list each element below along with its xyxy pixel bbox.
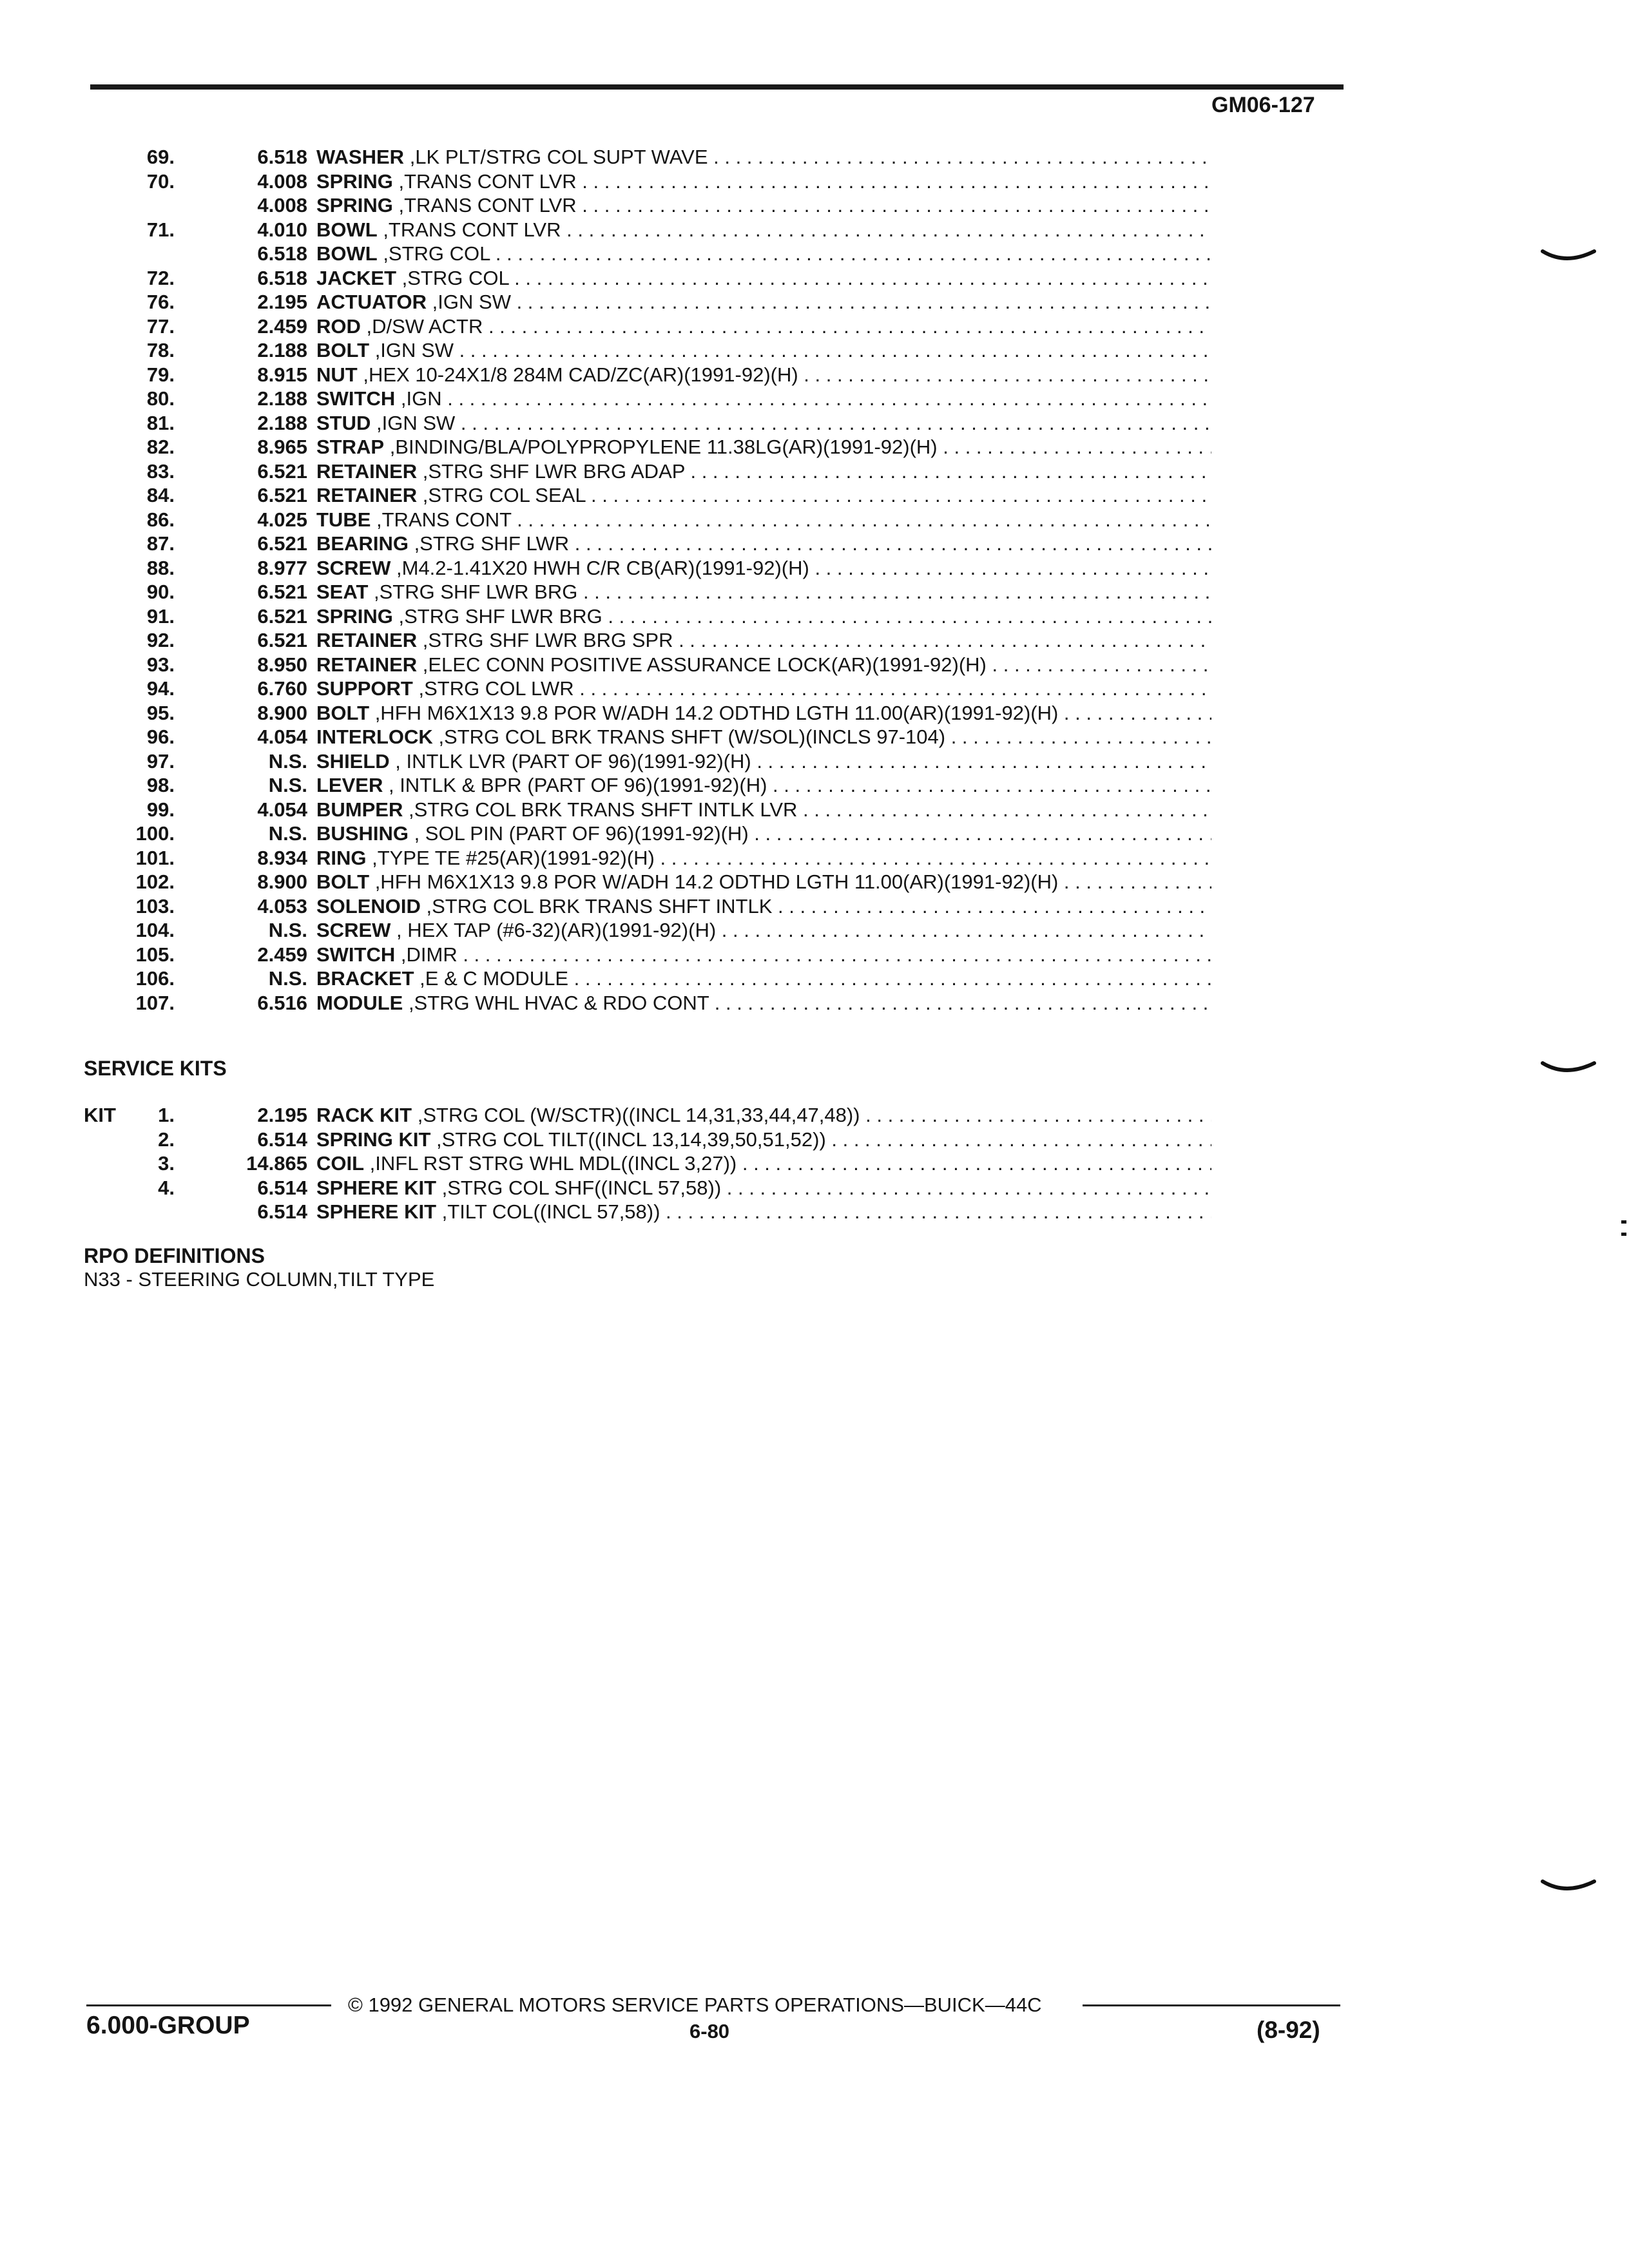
group-number: N.S.	[268, 967, 307, 990]
part-detail: ,STRG SHF LWR	[408, 532, 570, 555]
item-number: 88.	[146, 556, 175, 579]
part-name: BUSHING	[316, 822, 409, 845]
part-detail: ,TRANS CONT LVR	[392, 169, 577, 193]
part-detail: ,DIMR	[395, 943, 458, 966]
part-description	[307, 870, 1211, 894]
item-number: 100.	[135, 822, 175, 845]
item-number: 79.	[146, 363, 175, 386]
part-description	[307, 483, 1211, 507]
part-name: MODULE	[316, 991, 403, 1014]
parts-row	[90, 290, 1211, 314]
item-number: 72.	[146, 266, 175, 289]
parts-row	[90, 338, 1211, 363]
group-number: 4.054	[257, 798, 307, 821]
part-name: RETAINER	[316, 629, 418, 651]
part-name: RETAINER	[316, 653, 418, 676]
group-number: N.S.	[268, 774, 307, 796]
group-number: 6.514	[257, 1200, 307, 1223]
part-description	[307, 798, 1211, 822]
part-description	[307, 1151, 1211, 1175]
part-name: SPHERE KIT	[316, 1176, 437, 1199]
part-name: WASHER	[316, 146, 405, 168]
parts-list	[90, 145, 1211, 1015]
part-name: RING	[316, 846, 367, 869]
part-detail: ,HEX 10-24X1/8 284M CAD/ZC(AR)(1991-92)(H)	[357, 363, 798, 386]
group-number: 4.054	[257, 726, 307, 748]
part-description	[307, 677, 1211, 700]
part-detail: , HEX TAP (#6-32)(AR)(1991-92)(H)	[390, 919, 717, 941]
item-number: 76.	[146, 291, 175, 313]
part-detail: ,E & C MODULE	[414, 967, 568, 990]
part-detail: ,IGN SW	[369, 339, 454, 361]
footer-group: 6.000-GROUP	[86, 2012, 250, 2039]
rpo-definition-n33: N33 - STEERING COLUMN,TILT TYPE	[84, 1268, 435, 1291]
part-detail: , INTLK LVR (PART OF 96)(1991-92)(H)	[389, 749, 751, 773]
parts-row	[90, 846, 1211, 870]
part-detail: ,STRG COL SHF((INCL 57,58))	[436, 1176, 722, 1199]
item-number: 104.	[135, 919, 175, 941]
part-name: STRAP	[316, 436, 385, 458]
group-number: 6.516	[257, 991, 307, 1014]
item-number: 3.	[158, 1152, 175, 1175]
service_kits.items-row	[90, 1176, 1211, 1200]
group-number: 2.459	[257, 314, 307, 338]
part-description	[307, 242, 1211, 265]
group-number: 8.977	[257, 556, 307, 579]
item-number: 1.	[158, 1104, 175, 1126]
part-description	[307, 363, 1211, 387]
parts-row	[90, 387, 1211, 411]
part-detail: ,M4.2-1.41X20 HWH C/R CB(AR)(1991-92)(H)	[390, 556, 809, 579]
parts-row	[90, 363, 1211, 387]
parts-row	[90, 725, 1211, 749]
group-number: N.S.	[268, 919, 307, 941]
parts-row	[90, 145, 1211, 169]
group-number: 6.521	[257, 581, 307, 603]
part-description	[307, 894, 1211, 918]
part-detail: ,STRG SHF LWR BRG SPR	[417, 629, 673, 651]
part-detail: ,D/SW ACTR	[360, 314, 483, 338]
part-description	[307, 1176, 1211, 1200]
parts-row	[90, 169, 1211, 194]
part-description	[307, 1103, 1211, 1127]
part-name: BEARING	[316, 532, 409, 555]
part-description	[307, 532, 1211, 555]
part-description	[307, 725, 1211, 749]
part-detail: ,STRG COL	[396, 266, 509, 289]
parts-row	[90, 218, 1211, 242]
part-detail: ,IGN	[395, 387, 442, 410]
group-number: N.S.	[268, 822, 307, 845]
part-detail: ,IGN SW	[427, 291, 511, 313]
parts-row	[90, 773, 1211, 798]
part-description	[307, 846, 1211, 870]
part-name: SEAT	[316, 581, 369, 603]
group-number: 6.514	[257, 1176, 307, 1199]
parts-row	[90, 653, 1211, 677]
part-name: STUD	[316, 411, 371, 434]
service_kits.items-row	[90, 1200, 1211, 1224]
part-description	[307, 338, 1211, 362]
part-detail: ,STRG COL	[377, 242, 490, 265]
part-description	[307, 169, 1211, 193]
part-description	[307, 1200, 1211, 1224]
parts-row	[90, 242, 1211, 266]
part-description	[307, 822, 1211, 845]
part-detail: ,STRG COL TILT((INCL 13,14,39,50,51,52))	[430, 1128, 826, 1151]
item-number: 91.	[146, 604, 175, 628]
parts-row	[90, 266, 1211, 291]
group-number: 6.514	[257, 1128, 307, 1151]
part-detail: ,IGN SW	[371, 411, 456, 434]
part-name: BRACKET	[316, 967, 414, 990]
group-number: 14.865	[246, 1152, 307, 1175]
part-name: BOLT	[316, 339, 370, 361]
item-number: 81.	[146, 411, 175, 434]
item-number: 96.	[146, 726, 175, 748]
item-number: 71.	[146, 218, 175, 241]
part-description	[307, 145, 1211, 169]
part-detail: , INTLK & BPR (PART OF 96)(1991-92)(H)	[383, 774, 767, 796]
part-description	[307, 387, 1211, 410]
part-detail: ,TRANS CONT LVR	[392, 194, 577, 216]
service_kits.items-row	[90, 1128, 1211, 1152]
part-detail: ,HFH M6X1X13 9.8 POR W/ADH 14.2 ODTHD LGTH 11.00(AR)(1991-92)(H)	[369, 701, 1059, 724]
header-rule	[90, 84, 1344, 90]
part-name: LEVER	[316, 774, 383, 796]
part-description	[307, 411, 1211, 435]
parts-row	[90, 483, 1211, 508]
part-description	[307, 991, 1211, 1015]
part-detail: ,STRG COL BRK TRANS SHFT INTLK	[420, 894, 773, 918]
part-description	[307, 918, 1211, 942]
part-detail: ,HFH M6X1X13 9.8 POR W/ADH 14.2 ODTHD LGTH 11.00(AR)(1991-92)(H)	[369, 870, 1059, 893]
group-number: 2.459	[257, 943, 307, 966]
part-detail: ,LK PLT/STRG COL SUPT WAVE	[404, 146, 708, 168]
item-number: 106.	[135, 967, 175, 990]
part-description	[307, 266, 1211, 290]
item-number: 107.	[135, 991, 175, 1014]
part-name: BOLT	[316, 701, 370, 724]
parts-row	[90, 604, 1211, 629]
item-number: 95.	[146, 701, 175, 724]
part-name: SPHERE KIT	[316, 1200, 437, 1223]
part-detail: ,STRG SHF LWR BRG	[368, 581, 578, 603]
part-detail: ,STRG SHF LWR BRG ADAP	[417, 459, 685, 483]
group-number: 6.521	[257, 604, 307, 628]
parts-row	[90, 870, 1211, 894]
group-number: N.S.	[268, 749, 307, 773]
group-number: 2.188	[257, 339, 307, 361]
part-name: SWITCH	[316, 387, 396, 410]
parts-row	[90, 822, 1211, 846]
parts-row	[90, 894, 1211, 919]
footer-rule-left	[86, 2004, 331, 2006]
group-number: 2.188	[257, 411, 307, 434]
part-detail: ,STRG COL BRK TRANS SHFT INTLK LVR	[403, 798, 798, 821]
item-number: 70.	[146, 169, 175, 193]
part-name: ACTUATOR	[316, 291, 427, 313]
part-detail: ,STRG COL BRK TRANS SHFT (W/SOL)(INCLS 97-104)	[432, 726, 946, 748]
group-number: 8.965	[257, 436, 307, 458]
part-name: SWITCH	[316, 943, 396, 966]
item-number: 93.	[146, 653, 175, 676]
parts-row	[90, 701, 1211, 726]
part-name: SCREW	[316, 919, 391, 941]
part-name: RACK KIT	[316, 1104, 412, 1126]
parts-row	[90, 918, 1211, 943]
group-number: 6.518	[257, 146, 307, 168]
parts-row	[90, 677, 1211, 701]
part-description	[307, 435, 1211, 459]
part-description	[307, 943, 1211, 966]
part-detail: ,ELEC CONN POSITIVE ASSURANCE LOCK(AR)(1991-92)(H)	[417, 653, 987, 676]
group-number: 6.521	[257, 629, 307, 651]
parts-row	[90, 314, 1211, 339]
part-name: BUMPER	[316, 798, 403, 821]
part-name: SPRING KIT	[316, 1128, 431, 1151]
doc-code: GM06-127	[1211, 93, 1315, 117]
item-number: 105.	[135, 943, 175, 966]
group-number: 8.900	[257, 870, 307, 893]
parts-row	[90, 459, 1211, 484]
item-number: 90.	[146, 581, 175, 603]
part-description	[307, 290, 1211, 314]
group-number: 8.950	[257, 653, 307, 676]
part-description	[307, 701, 1211, 725]
part-description	[307, 749, 1211, 773]
footer-rule-right	[1083, 2004, 1340, 2006]
kit-label: KIT	[84, 1104, 116, 1126]
item-number: 84.	[146, 484, 175, 506]
group-number: 2.195	[257, 291, 307, 313]
group-number: 6.521	[257, 532, 307, 555]
parts-row	[90, 580, 1211, 604]
item-number: 101.	[135, 846, 175, 869]
group-number: 8.900	[257, 701, 307, 724]
part-name: ROD	[316, 314, 361, 338]
part-description	[307, 556, 1211, 580]
item-number: 92.	[146, 629, 175, 651]
service-kits-heading: SERVICE KITS	[84, 1057, 227, 1080]
part-name: TUBE	[316, 508, 371, 531]
footer-page-number: 6-80	[689, 2020, 730, 2042]
binder-hole-mark-top	[1540, 238, 1598, 277]
group-number: 6.518	[257, 242, 307, 265]
group-number: 6.518	[257, 266, 307, 289]
part-detail: ,STRG COL LWR	[412, 677, 574, 700]
part-name: NUT	[316, 363, 358, 386]
item-number: 80.	[146, 387, 175, 410]
parts-row	[90, 749, 1211, 774]
item-number: 4.	[158, 1176, 175, 1199]
edge-mark	[1621, 1216, 1626, 1242]
group-number: 4.008	[257, 169, 307, 193]
item-number: 78.	[146, 339, 175, 361]
part-detail: ,STRG SHF LWR BRG	[392, 604, 602, 628]
part-description	[307, 218, 1211, 242]
binder-hole-mark-bottom	[1540, 1869, 1598, 1907]
item-number: 82.	[146, 436, 175, 458]
part-name: BOLT	[316, 870, 370, 893]
part-description	[307, 653, 1211, 677]
part-description	[307, 773, 1211, 797]
part-name: SPRING	[316, 194, 393, 216]
binder-hole-mark-middle	[1540, 1050, 1598, 1089]
rpo-definitions-heading: RPO DEFINITIONS	[84, 1244, 265, 1267]
group-number: 2.188	[257, 387, 307, 410]
part-detail: ,BINDING/BLA/POLYPROPYLENE 11.38LG(AR)(1991-92)(H)	[384, 436, 938, 458]
parts-row	[90, 532, 1211, 556]
part-name: SPRING	[316, 604, 393, 628]
parts-row	[90, 628, 1211, 653]
part-detail: , SOL PIN (PART OF 96)(1991-92)(H)	[408, 822, 749, 845]
part-name: BOWL	[316, 242, 378, 265]
item-number: 87.	[146, 532, 175, 555]
item-number: 97.	[146, 749, 175, 773]
item-number: 98.	[146, 774, 175, 796]
item-number: 2.	[158, 1128, 175, 1151]
item-number: 94.	[146, 677, 175, 700]
item-number: 69.	[146, 146, 175, 168]
part-description	[307, 966, 1211, 990]
group-number: 6.521	[257, 459, 307, 483]
part-name: SOLENOID	[316, 894, 421, 918]
group-number: 4.010	[257, 218, 307, 241]
group-number: 8.934	[257, 846, 307, 869]
part-name: SUPPORT	[316, 677, 413, 700]
item-number: 77.	[146, 314, 175, 338]
service_kits.items-row	[90, 1151, 1211, 1176]
group-number: 4.025	[257, 508, 307, 531]
part-name: JACKET	[316, 266, 397, 289]
item-number: 99.	[146, 798, 175, 821]
parts-row	[90, 508, 1211, 532]
group-number: 6.521	[257, 484, 307, 506]
part-name: SCREW	[316, 556, 391, 579]
part-detail: ,STRG WHL HVAC & RDO CONT	[403, 991, 709, 1014]
part-description	[307, 508, 1211, 532]
footer-copyright: © 1992 GENERAL MOTORS SERVICE PARTS OPERATIONS—BUICK—44C	[348, 1994, 1042, 2016]
part-detail: ,TRANS CONT	[371, 508, 512, 531]
group-number: 8.915	[257, 363, 307, 386]
parts-row	[90, 411, 1211, 436]
part-description	[307, 628, 1211, 652]
parts-row	[90, 556, 1211, 581]
part-detail: ,STRG COL SEAL	[417, 484, 586, 506]
part-name: RETAINER	[316, 484, 418, 506]
parts-row	[90, 943, 1211, 967]
part-detail: ,TYPE TE #25(AR)(1991-92)(H)	[366, 846, 655, 869]
parts-row	[90, 966, 1211, 991]
part-name: BOWL	[316, 218, 378, 241]
parts-row	[90, 991, 1211, 1015]
part-description	[307, 193, 1211, 217]
part-name: INTERLOCK	[316, 726, 433, 748]
part-name: RETAINER	[316, 459, 418, 483]
part-name: SHIELD	[316, 749, 390, 773]
service_kits.items-row	[90, 1103, 1211, 1128]
part-description	[307, 580, 1211, 604]
part-description	[307, 1128, 1211, 1151]
group-number: 2.195	[257, 1104, 307, 1126]
footer-date: (8-92)	[1257, 2017, 1320, 2043]
group-number: 6.760	[257, 677, 307, 700]
group-number: 4.053	[257, 894, 307, 918]
part-description	[307, 314, 1211, 338]
item-number: 103.	[135, 894, 175, 918]
parts-row	[90, 798, 1211, 822]
item-number: 102.	[135, 870, 175, 893]
part-name: SPRING	[316, 169, 393, 193]
part-description	[307, 459, 1211, 483]
part-name: COIL	[316, 1152, 365, 1175]
item-number: 83.	[146, 459, 175, 483]
parts-row	[90, 193, 1211, 218]
part-detail: ,INFL RST STRG WHL MDL((INCL 3,27))	[364, 1152, 737, 1175]
part-detail: ,STRG COL (W/SCTR)((INCL 14,31,33,44,47,48))	[412, 1104, 860, 1126]
item-number: 86.	[146, 508, 175, 531]
part-description	[307, 604, 1211, 628]
parts-row	[90, 435, 1211, 459]
group-number: 4.008	[257, 194, 307, 216]
part-detail: ,TILT COL((INCL 57,58))	[436, 1200, 660, 1223]
part-detail: ,TRANS CONT LVR	[377, 218, 561, 241]
